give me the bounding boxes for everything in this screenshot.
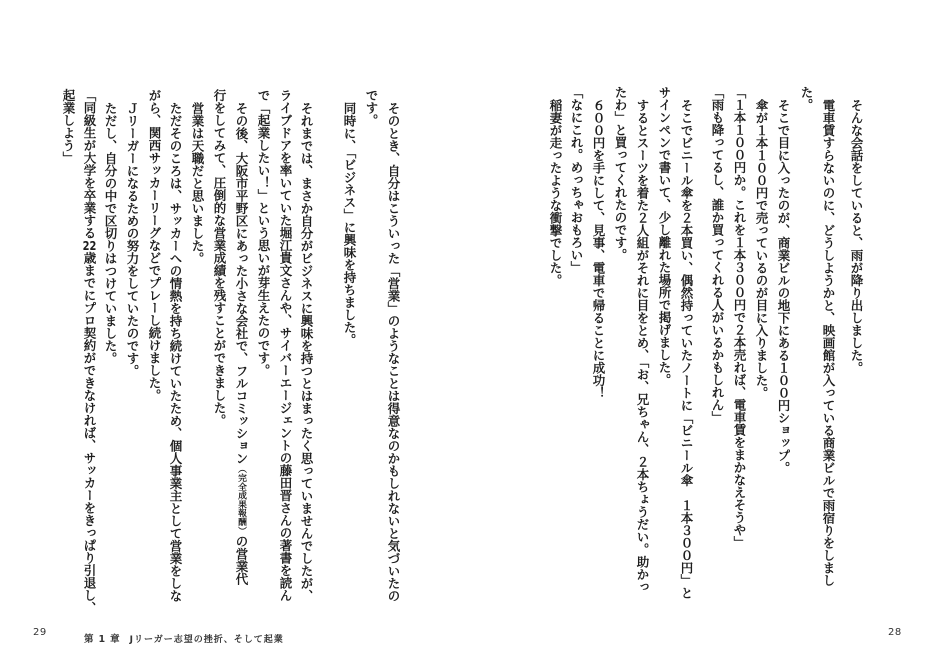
text-line: それまでは、まさか自分がビジネスに興味を持つとはまったく思っていませんでしたが、	[299, 101, 314, 602]
text-line: 行をしてみて、圧倒的な営業成績を残すことができました。	[212, 89, 227, 427]
text-line: そこで目に入ったのが、商業ビルの地下にある１００円ショップ。	[776, 98, 791, 474]
text-line: ただし、自分の中で区切りはつけていました。	[103, 101, 118, 364]
text-line: 傘が１本１００円で売っているのが目に入りました。	[754, 98, 769, 399]
text-line: そこでビニール傘を２本買い、偶然持っていたノートに「ビニール傘 １本３００円」と	[679, 98, 694, 599]
text-line	[82, 89, 96, 614]
text-segment: の営業代	[234, 534, 249, 585]
text-line: がら、関西サッカーリーグなどでプレーし続けました。	[147, 89, 162, 402]
text-line: 起業しよう」	[61, 89, 76, 164]
running-head	[84, 627, 284, 646]
chapter-number: 第1章	[84, 634, 125, 645]
text-line: 電車賃すらないのに、どうしようかと、映画館が入っている商業ビルで雨宿りをしまし	[821, 98, 836, 586]
tate-chu-yoko-number: 22	[82, 239, 97, 252]
text-line: 「雨も降ってるし、誰か買ってくれる人がいるかもしれん」	[710, 86, 725, 424]
text-line: で「起業したい！」という思いが芽生えたのです。	[256, 89, 271, 377]
text-line: Ｊリーガーになるための努力をしていたのです。	[125, 101, 140, 377]
page-number: 29	[33, 627, 47, 638]
text-line: サインペンで書いて、少し離れた場所で掲げました。	[657, 86, 672, 386]
text-line: 稲妻が走ったような衝撃でした。	[548, 98, 563, 286]
text-line: 「なにこれ。めっちゃおもろい」	[569, 86, 584, 274]
text-line: です。	[364, 89, 379, 127]
text-line: 「１本１００円か。これを１本３００円で２本売れば、電車賃をまかなえそうや」	[732, 86, 747, 549]
parenthetical-note: （完全成果報酬）	[236, 464, 246, 535]
text-line: 同時に、「ビジネス」に興味を持ちました。	[342, 101, 357, 346]
text-line: ライブドアを率いていた堀江貴文さんや、サイバーエージェントの藤田晋さんの著書を読ん	[278, 89, 293, 602]
text-line: たわ」と買ってくれたのです。	[613, 86, 628, 261]
text-segment: 歳までにプロ契約ができなければ、サッカーをきっぱり引退し、	[82, 251, 97, 614]
chapter-title: Jリーガー志望の挫折、そして起業	[129, 635, 284, 645]
text-line	[234, 89, 248, 584]
text-line: そんな会話をしていると、雨が降り出しました。	[849, 98, 864, 374]
page-right	[470, 0, 940, 663]
page-number: 28	[888, 627, 902, 638]
text-line: ただそのころは、サッカーへの情熱を持ち続けていたため、個人事業主として営業をしな	[168, 101, 183, 602]
text-segment: 「同級生が大学を卒業する	[82, 89, 97, 239]
text-line: 営業は天職だと思いました。	[190, 101, 205, 264]
text-line: そのとき、自分はこういった「営業」のようなことは得意なのかもしれないと気づいたの	[386, 101, 401, 602]
text-line: ６００円を手にして、見事、電車で帰ることに成功！	[591, 98, 606, 399]
text-line: た。	[799, 86, 814, 111]
text-segment: その後、大阪市平野区にあった小さな会社で、フルコミッション	[234, 101, 249, 464]
text-line: するとスーツを着た２人組がそれに目をとめ、「お、兄ちゃん、２本ちょうだい。助かっ	[635, 98, 650, 593]
